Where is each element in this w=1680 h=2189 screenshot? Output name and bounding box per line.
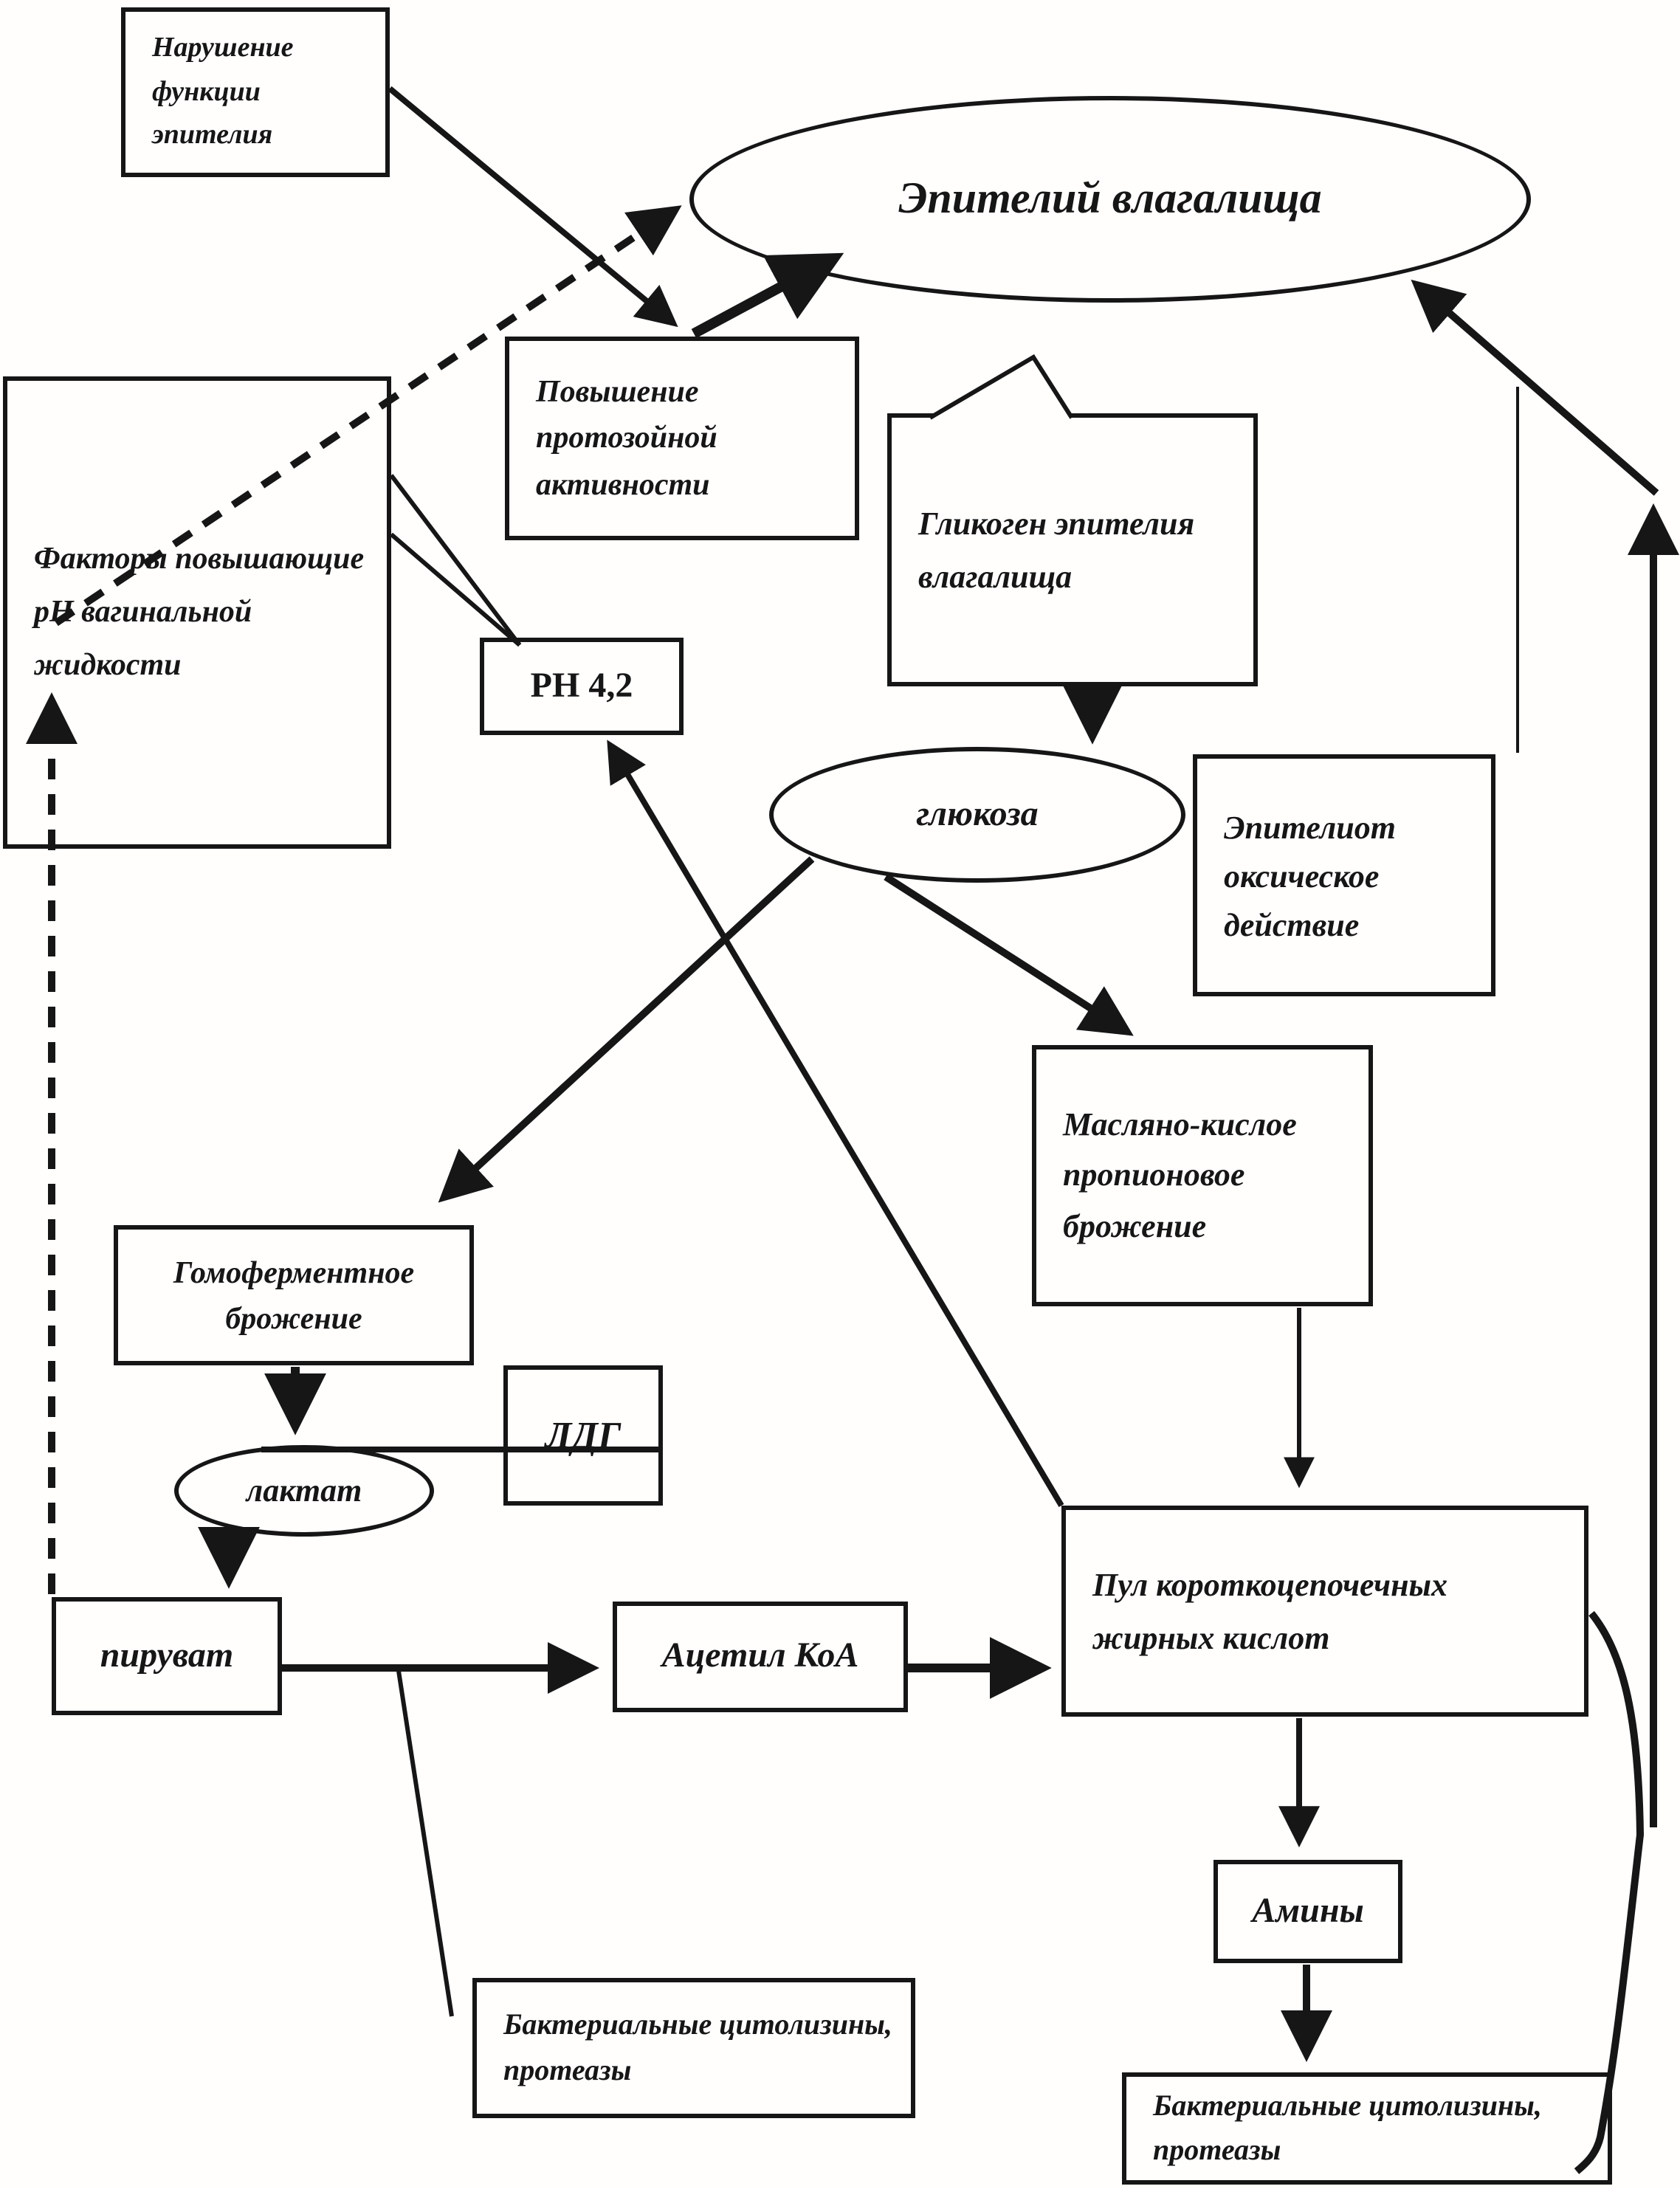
node-amines xyxy=(1213,1860,1402,1963)
node-short-chain-fatty-acid-pool xyxy=(1061,1506,1588,1717)
node-label: Масляно-кислое пропионовое брожение xyxy=(1063,1106,1297,1244)
node-glucose-ellipse xyxy=(769,747,1185,883)
node-protozoal-activity-increase xyxy=(505,337,859,540)
node-label: ЛДГ xyxy=(545,1413,622,1456)
node-lactate-ellipse xyxy=(174,1445,434,1537)
node-label: Амины xyxy=(1252,1892,1364,1930)
node-label: Гомоферментное брожение xyxy=(173,1255,415,1335)
node-label: Гликоген эпителия влагалища xyxy=(918,505,1195,594)
node-label: Ацетил КоА xyxy=(661,1637,859,1675)
leader-line-to-cytolysins xyxy=(399,1671,452,2016)
node-epitheliotoxic-effect xyxy=(1193,754,1495,996)
node-vaginal-epithelium-ellipse xyxy=(689,96,1531,303)
node-label: Нарушение функции эпителия xyxy=(152,32,294,151)
node-ph-raising-factors xyxy=(3,376,391,849)
node-label: глюкоза xyxy=(916,795,1039,833)
node-bacterial-cytolysins-proteases-right xyxy=(1122,2072,1612,2185)
node-label: Эпителиот оксическое действие xyxy=(1224,808,1396,942)
node-label: Бактериальные цитолизины, протеазы xyxy=(503,2008,892,2086)
arrow-glucose-to-butyric xyxy=(886,877,1125,1030)
node-label: Пул короткоцепочечных жирных кислот xyxy=(1092,1566,1448,1655)
node-ldh-enzyme xyxy=(503,1365,663,1506)
factors-callout-lower-line xyxy=(391,534,520,645)
node-label: Бактериальные цитолизины, протеазы xyxy=(1153,2090,1542,2167)
glycogen-callout-notch xyxy=(930,357,1072,418)
node-label: PH 4,2 xyxy=(530,666,633,705)
arrow-dysfunction-to-protozoal xyxy=(390,89,672,322)
node-ph-4-2 xyxy=(480,638,684,735)
node-label: Факторы повышающие pH вагинальной жидкости xyxy=(34,540,365,682)
arrow-glucose-to-homofermentative xyxy=(446,859,812,1196)
feedback-arrow-to-epithelium xyxy=(1419,286,1656,493)
node-label: Повышение протозойной активности xyxy=(536,373,717,502)
node-pyruvate xyxy=(52,1597,282,1715)
node-epithelium-glycogen xyxy=(887,413,1258,686)
node-butyric-propionic-fermentation xyxy=(1032,1045,1373,1306)
node-acetyl-coa xyxy=(613,1602,908,1712)
node-homofermentative-fermentation xyxy=(114,1225,474,1365)
node-label: Эпителий влагалища xyxy=(898,174,1322,223)
node-bacterial-cytolysins-proteases-left xyxy=(472,1978,915,2118)
node-label: лактат xyxy=(246,1472,362,1509)
factors-callout-upper-line xyxy=(391,475,520,645)
node-epithelium-dysfunction xyxy=(121,7,390,177)
node-label: пируват xyxy=(100,1636,234,1675)
